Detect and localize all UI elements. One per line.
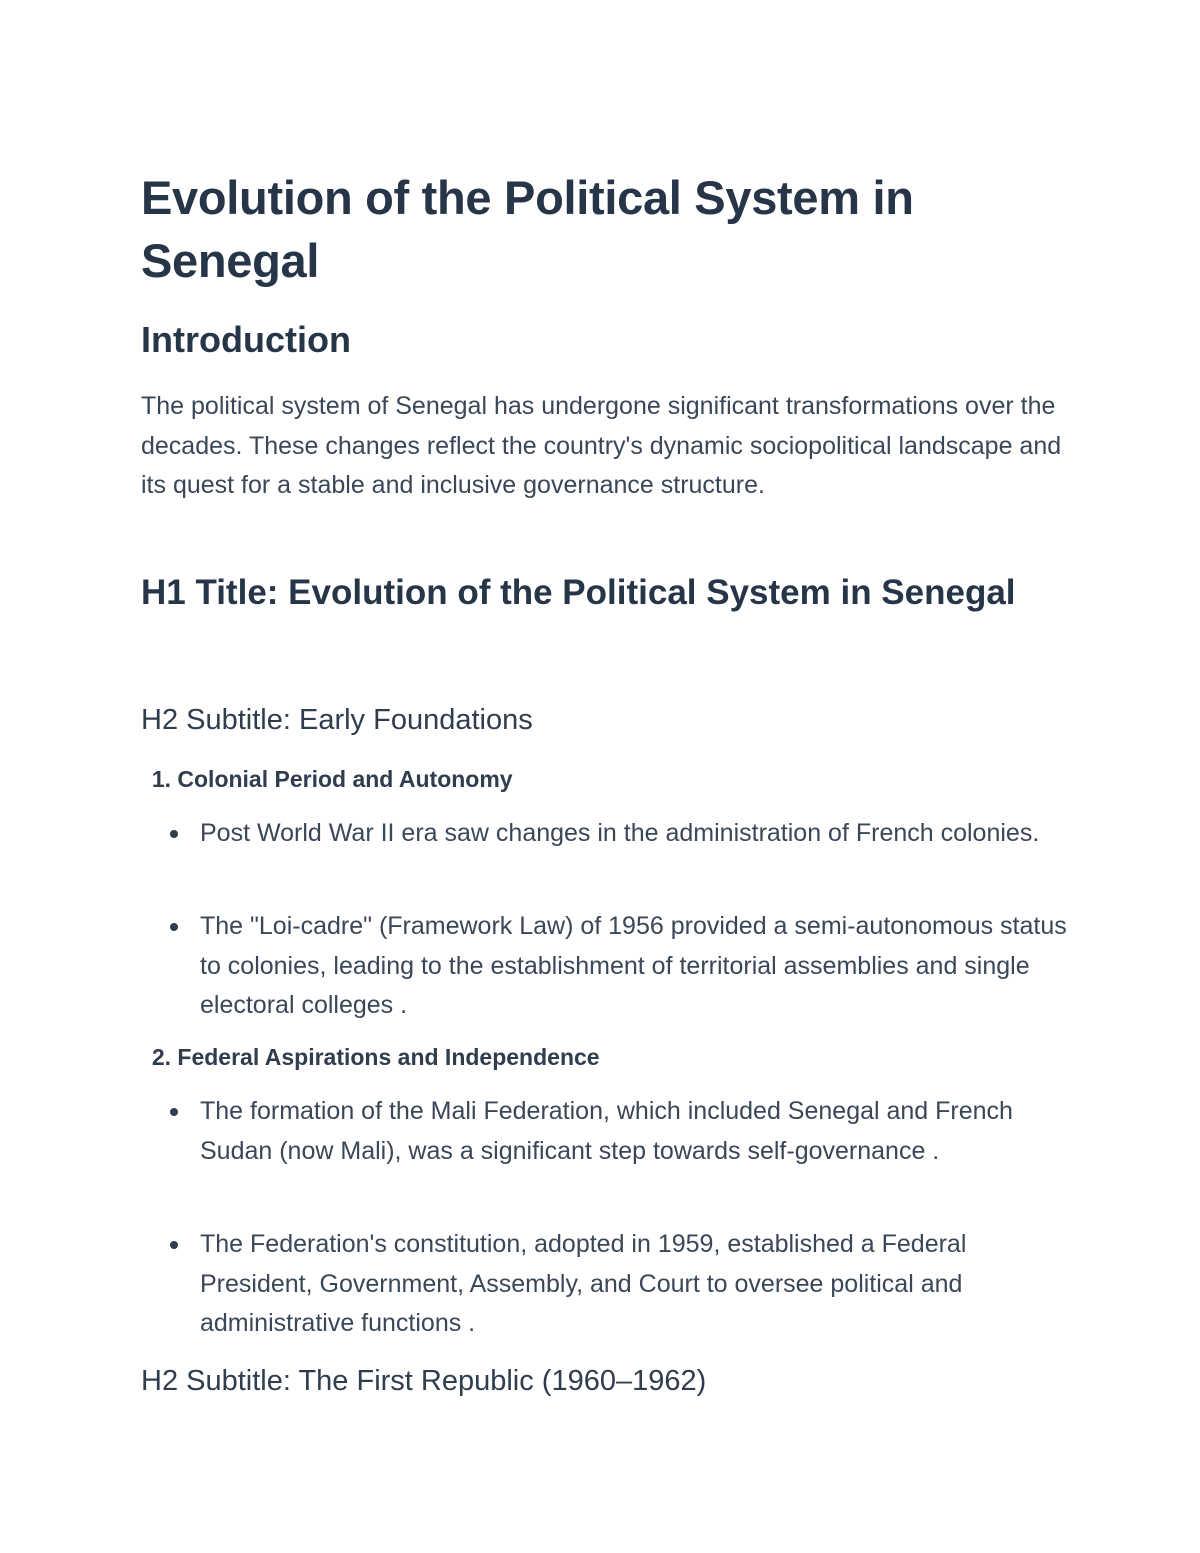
introduction-heading: Introduction — [141, 319, 351, 360]
numbered-item-federal-aspirations — [141, 1040, 600, 1074]
bullet-dot-icon — [170, 830, 178, 838]
bullet-text: The formation of the Mali Federation, which included Senegal and French Sudan (now Mali), was a significant step towards self-governance . — [200, 1097, 1013, 1165]
subtitle-first-republic: H2 Subtitle: The First Republic (1960–1962) — [141, 1365, 707, 1397]
bullet-text: The Federation's constitution, adopted in 1959, established a Federal President, Government, Assembly, and Court to oversee political and administrative functions . — [200, 1230, 967, 1338]
bullet-item — [170, 1092, 1070, 1171]
item-number: 1. — [151, 766, 171, 792]
bullet-item — [170, 814, 1070, 854]
bullet-dot-icon — [170, 923, 178, 931]
introduction-paragraph: The political system of Senegal has undergone significant transformations over the decades. These changes reflect the country's dynamic sociopolitical landscape and its quest for a stable and inclusive governance structure. — [141, 392, 1062, 500]
bullet-item — [170, 1225, 1070, 1344]
document-title: Evolution of the Political System in Senegal — [141, 171, 914, 287]
bullet-dot-icon — [170, 1108, 178, 1116]
numbered-item-colonial-period — [141, 762, 513, 796]
item-number: 2. — [151, 1044, 171, 1070]
h1-title-heading: H1 Title: Evolution of the Political System in Senegal — [141, 573, 1016, 612]
bullet-text: The "Loi-cadre" (Framework Law) of 1956 provided a semi-autonomous status to colonies, leading to the establishment of territorial assemblies and single electoral colleges . — [200, 912, 1067, 1020]
bullet-item — [170, 907, 1070, 1026]
item-heading: Federal Aspirations and Independence — [177, 1044, 600, 1070]
subtitle-early-foundations: H2 Subtitle: Early Foundations — [141, 704, 533, 736]
item-heading: Colonial Period and Autonomy — [177, 766, 513, 792]
bullet-text: Post World War II era saw changes in the administration of French colonies. — [200, 819, 1040, 847]
bullet-dot-icon — [170, 1241, 178, 1249]
